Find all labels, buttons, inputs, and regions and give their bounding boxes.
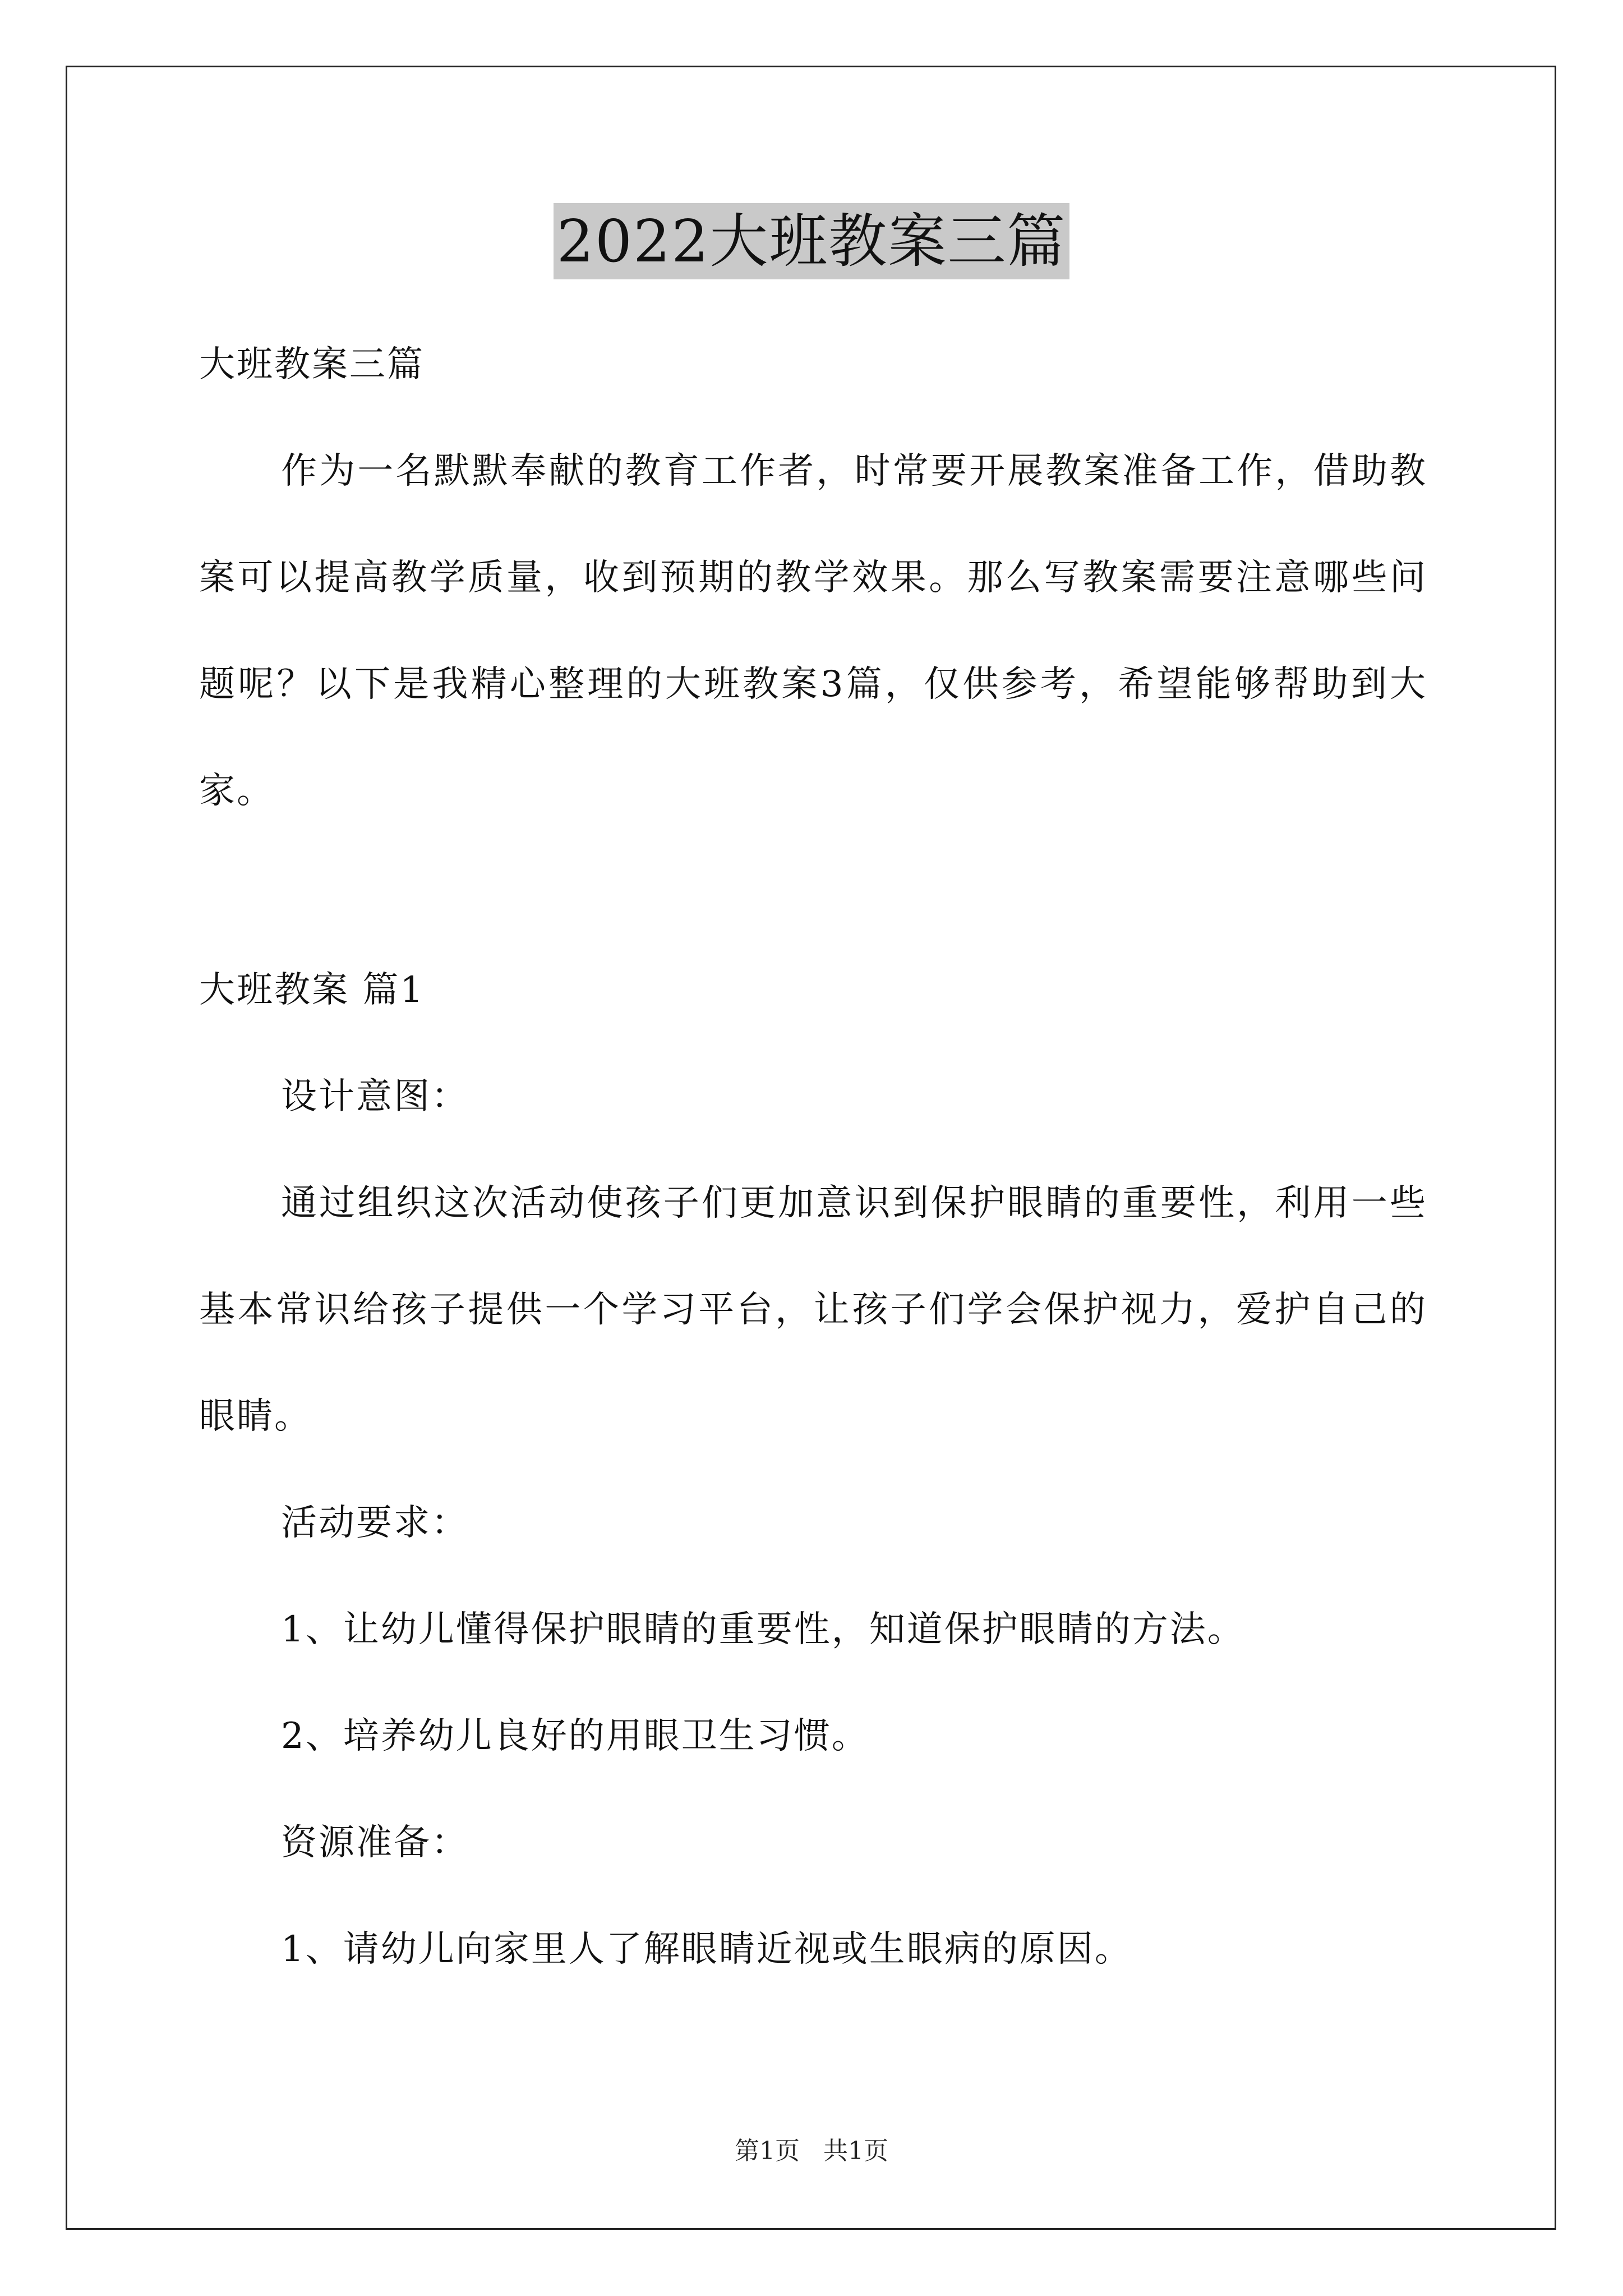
activity-requirements-label: 活动要求： xyxy=(281,1502,469,1544)
intro-paragraph: 作为一名默默奉献的教育工作者，时常要开展教案准备工作，借助教案可以提高教学质量，收到预期的教学效果。那么写教案需要注意哪些问题呢？以下是我精心整理的大班教案3篇，仅供参考，希望能够帮助到大家。 xyxy=(199,450,1427,812)
design-intent-label: 设计意图： xyxy=(281,1076,469,1117)
section-heading: 大班教案 篇1 xyxy=(199,969,425,1011)
design-intent-text: 通过组织这次活动使孩子们更加意识到保护眼睛的重要性，利用一些基本常识给孩子提供一个学习平台，让孩子们学会保护视力，爱护自己的眼睛。 xyxy=(199,1182,1427,1437)
document-title: 2022大班教案三篇 xyxy=(554,203,1070,279)
intro-heading: 大班教案三篇 xyxy=(199,344,425,385)
page-footer xyxy=(0,2134,1623,2168)
page-number: 第1页 xyxy=(735,2137,800,2165)
requirement-item-2: 2、培养幼儿良好的用眼卫生习惯。 xyxy=(281,1715,869,1757)
resource-prep-label: 资源准备： xyxy=(281,1822,469,1864)
requirement-item-1: 1、让幼儿懂得保护眼睛的重要性，知道保护眼睛的方法。 xyxy=(281,1609,1245,1650)
document-body xyxy=(199,311,1427,2003)
title-container xyxy=(0,203,1623,279)
resource-item-1: 1、请幼儿向家里人了解眼睛近视或生眼病的原因。 xyxy=(281,1929,1132,1970)
section-spacer xyxy=(199,844,1427,937)
page-total: 共1页 xyxy=(823,2137,888,2165)
